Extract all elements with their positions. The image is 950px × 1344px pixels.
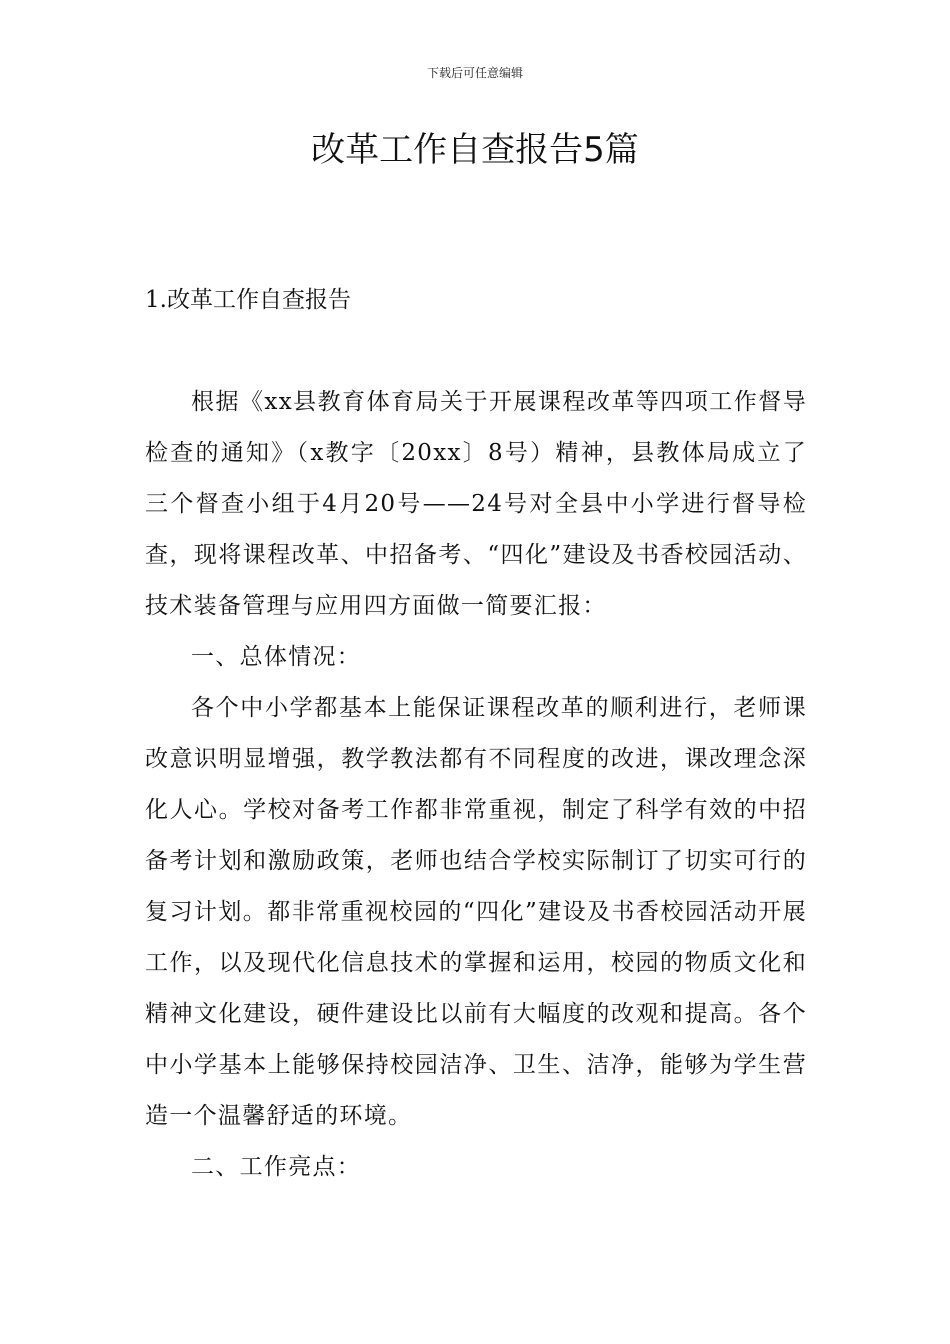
subheading-highlights: 二、工作亮点： bbox=[191, 1154, 362, 1180]
subheading-overall: 一、总体情况： bbox=[191, 644, 362, 670]
overall-paragraph: 各个中小学都基本上能保证课程改革的顺利进行，老师课改意识明显增强，教学教法都有不同程度的改进，课改理念深化人心。学校对备考工作都非常重视，制定了科学有效的中招备考计划和激励政策，老师也结合学校实际制订了切实可行的复习计划。都非常重视校园的“四化”建设及书香校园活动开展工作，以及现代化信息技术的掌握和运用，校园的物质文化和精神文化建设，硬件建设比以前有大幅度的改观和提高。各个中小学基本上能够保持校园洁净、卫生、洁净，能够为学生营造一个温馨舒适的环境。 bbox=[145, 695, 807, 1129]
section-heading: 1.改革工作自查报告 bbox=[145, 287, 351, 313]
header-note: 下载后可任意编辑 bbox=[426, 66, 523, 80]
document-title: 改革工作自查报告5篇 bbox=[311, 130, 639, 170]
intro-paragraph: 根据《xx县教育体育局关于开展课程改革等四项工作督导检查的通知》（x教字〔20xx〕8号）精神，县教体局成立了三个督查小组于4月20号——24号对全县中小学进行督导检查，现将课程改革、中招备考、“四化”建设及书香校园活动、技术装备管理与应用四方面做一简要汇报： bbox=[145, 389, 807, 619]
document-body bbox=[145, 377, 807, 1193]
